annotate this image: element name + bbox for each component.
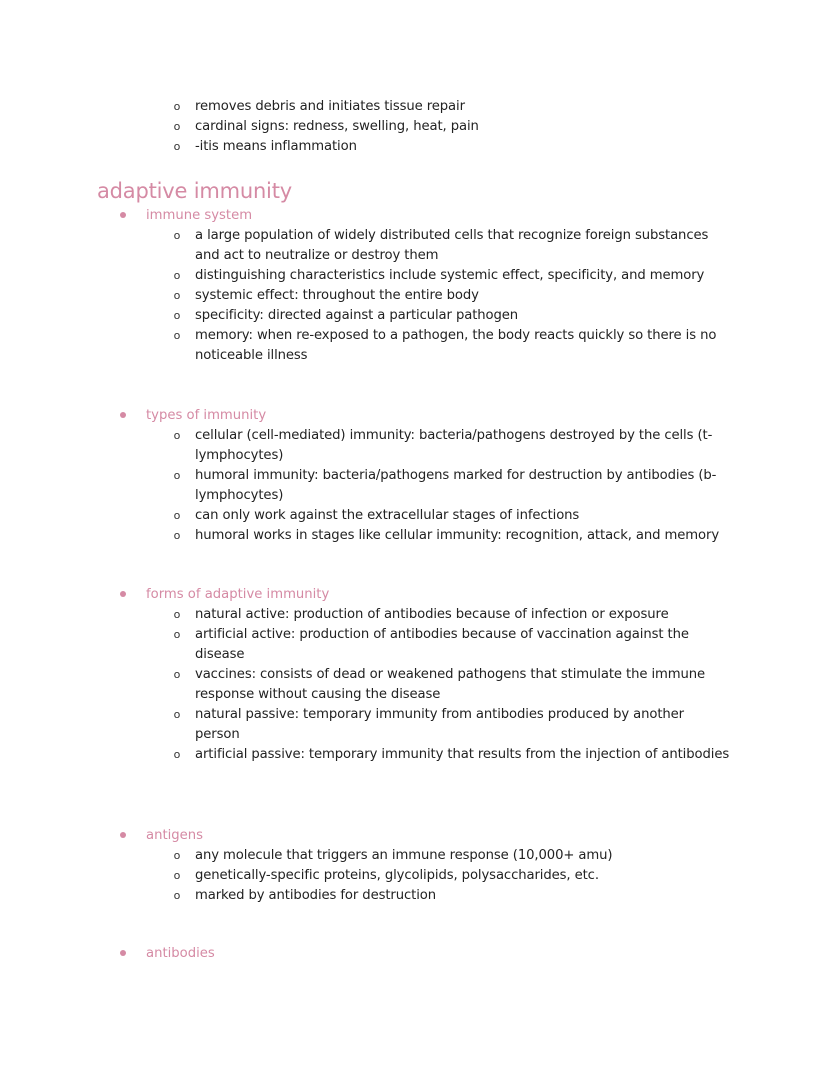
list-item: o genetically-specific proteins, glycolipids, polysaccharides, etc. <box>195 866 730 886</box>
bullet-dot-icon <box>120 832 126 838</box>
section-list <box>173 426 730 546</box>
hollow-bullet-icon: o <box>173 329 181 342</box>
section-title: types of immunity <box>146 408 267 423</box>
list-item: o a large population of widely distributed cells that recognize foreign substances and act to neutralize or destroy them <box>195 226 730 266</box>
hollow-bullet-icon: o <box>173 869 181 882</box>
list-item: o natural passive: temporary immunity from antibodies produced by another person <box>195 705 730 745</box>
hollow-bullet-icon: o <box>173 120 181 133</box>
list-item: o natural active: production of antibodies because of infection or exposure <box>195 605 730 625</box>
section-list <box>173 226 730 366</box>
list-item: o specificity: directed against a particular pathogen <box>195 306 730 326</box>
hollow-bullet-icon: o <box>173 668 181 681</box>
hollow-bullet-icon: o <box>173 708 181 721</box>
list-item: o distinguishing characteristics include systemic effect, specificity, and memory <box>195 266 730 286</box>
hollow-bullet-icon: o <box>173 429 181 442</box>
hollow-bullet-icon: o <box>173 849 181 862</box>
list-item: o removes debris and initiates tissue repair <box>195 97 755 117</box>
section-list <box>173 846 730 906</box>
bullet-dot-icon <box>120 591 126 597</box>
hollow-bullet-icon: o <box>173 140 181 153</box>
hollow-bullet-icon: o <box>173 289 181 302</box>
hollow-bullet-icon: o <box>173 889 181 902</box>
list-item: o can only work against the extracellular stages of infections <box>195 506 730 526</box>
bullet-dot-icon <box>120 950 126 956</box>
hollow-bullet-icon: o <box>173 628 181 641</box>
list-item: o systemic effect: throughout the entire body <box>195 286 730 306</box>
section-title: forms of adaptive immunity <box>146 587 330 602</box>
list-item: o cellular (cell-mediated) immunity: bacteria/pathogens destroyed by the cells (t-lymphocytes) <box>195 426 730 466</box>
hollow-bullet-icon: o <box>173 469 181 482</box>
list-item: o -itis means inflammation <box>195 137 755 157</box>
section-title: immune system <box>146 208 253 223</box>
hollow-bullet-icon: o <box>173 608 181 621</box>
list-item: o any molecule that triggers an immune response (10,000+ amu) <box>195 846 730 866</box>
section-title: antibodies <box>146 946 215 961</box>
bullet-dot-icon <box>120 412 126 418</box>
hollow-bullet-icon: o <box>173 529 181 542</box>
hollow-bullet-icon: o <box>173 229 181 242</box>
list-item: o humoral works in stages like cellular immunity: recognition, attack, and memory <box>195 526 730 546</box>
list-item: o memory: when re-exposed to a pathogen, the body reacts quickly so there is no noticeable illness <box>195 326 730 366</box>
section-list <box>173 605 730 765</box>
hollow-bullet-icon: o <box>173 269 181 282</box>
list-item: o marked by antibodies for destruction <box>195 886 730 906</box>
hollow-bullet-icon: o <box>173 100 181 113</box>
intro-list <box>173 97 755 157</box>
section-heading: adaptive immunity <box>97 179 292 203</box>
list-item: o cardinal signs: redness, swelling, heat, pain <box>195 117 755 137</box>
hollow-bullet-icon: o <box>173 748 181 761</box>
list-item: o artificial passive: temporary immunity that results from the injection of antibodies <box>195 745 730 765</box>
hollow-bullet-icon: o <box>173 309 181 322</box>
hollow-bullet-icon: o <box>173 509 181 522</box>
bullet-dot-icon <box>120 212 126 218</box>
list-item: o artificial active: production of antibodies because of vaccination against the disease <box>195 625 730 665</box>
section-title: antigens <box>146 828 203 843</box>
list-item: o vaccines: consists of dead or weakened pathogens that stimulate the immune response without causing the disease <box>195 665 730 705</box>
list-item: o humoral immunity: bacteria/pathogens marked for destruction by antibodies (b-lymphocytes) <box>195 466 730 506</box>
